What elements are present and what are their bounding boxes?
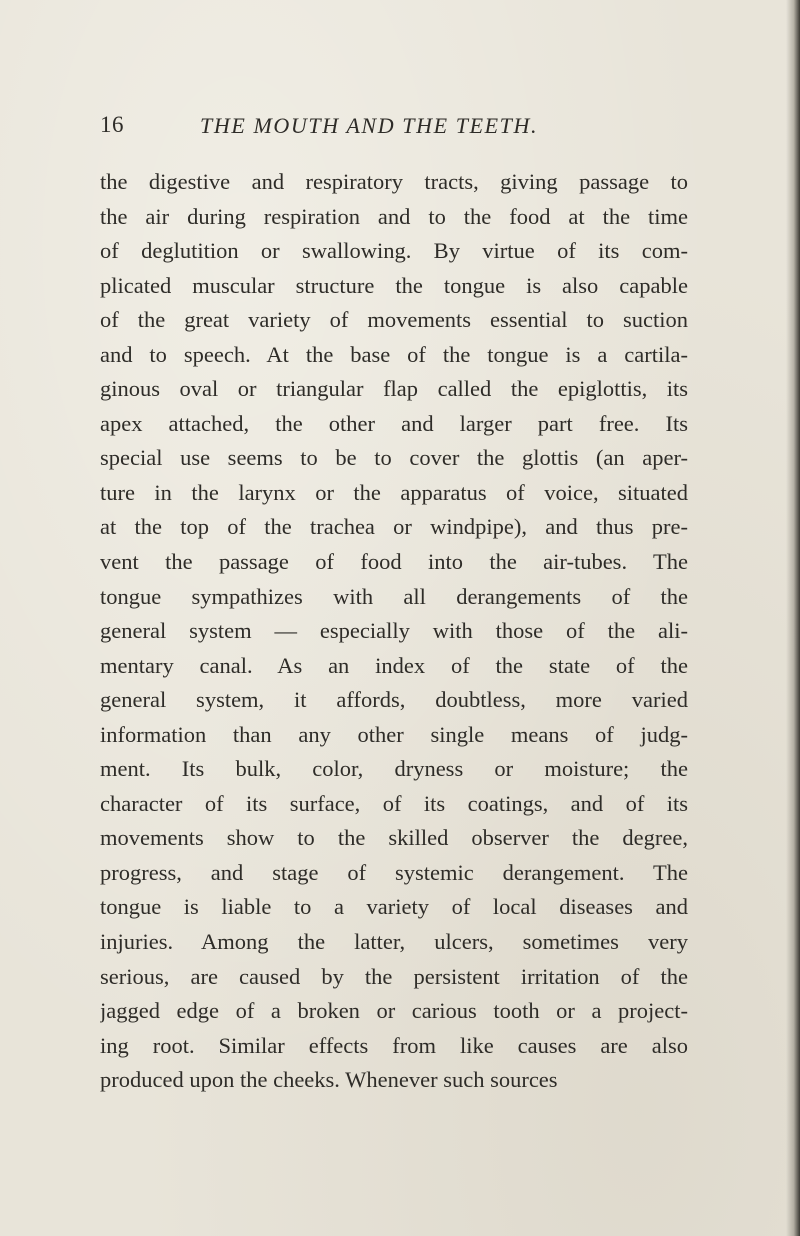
text-line: at the top of the trachea or windpipe), and thus pre- (100, 514, 688, 540)
text-line: produced upon the cheeks. Whenever such sources (100, 1067, 558, 1093)
text-line: ment. Its bulk, color, dryness or moisture; the (100, 756, 688, 782)
text-line: ing root. Similar effects from like causes are also (100, 1032, 688, 1058)
text-line: injuries. Among the latter, ulcers, sometimes very (100, 929, 688, 955)
text-line: serious, are caused by the persistent irritation of the (100, 963, 688, 989)
text-line: general system — especially with those of the ali- (100, 618, 688, 644)
text-line: mentary canal. As an index of the state of the (100, 652, 688, 678)
text-line: tongue sympathizes with all derangements of the (100, 583, 688, 609)
text-line: apex attached, the other and larger part free. Its (100, 410, 688, 436)
text-line: vent the passage of food into the air-tubes. The (100, 549, 688, 575)
text-line: plicated muscular structure the tongue is also capable (100, 272, 688, 298)
text-line: jagged edge of a broken or carious tooth or a project- (100, 998, 688, 1024)
text-line: progress, and stage of systemic derangement. The (100, 859, 688, 885)
page-spine-shadow (786, 0, 800, 1236)
text-line: character of its surface, of its coatings, and of its (100, 790, 688, 816)
text-line: tongue is liable to a variety of local diseases and (100, 894, 688, 920)
text-line: ginous oval or triangular flap called the epiglottis, its (100, 376, 688, 402)
text-line: ture in the larynx or the apparatus of voice, situated (100, 479, 688, 505)
body-paragraph (100, 165, 688, 1098)
text-line: the air during respiration and to the food at the time (100, 203, 688, 229)
page-header (100, 112, 720, 142)
running-title: THE MOUTH AND THE TEETH. (200, 113, 539, 138)
text-line: and to speech. At the base of the tongue is a cartila- (100, 341, 688, 367)
text-line: special use seems to be to cover the glottis (an aper- (100, 445, 688, 471)
text-line: movements show to the skilled observer the degree, (100, 825, 688, 851)
text-line: general system, it affords, doubtless, more varied (100, 687, 688, 713)
text-line: of the great variety of movements essential to suction (100, 307, 688, 333)
page-number: 16 (100, 112, 124, 137)
text-line: of deglutition or swallowing. By virtue of its com- (100, 238, 688, 264)
text-line: the digestive and respiratory tracts, giving passage to (100, 169, 688, 194)
text-line: information than any other single means of judg- (100, 721, 688, 747)
